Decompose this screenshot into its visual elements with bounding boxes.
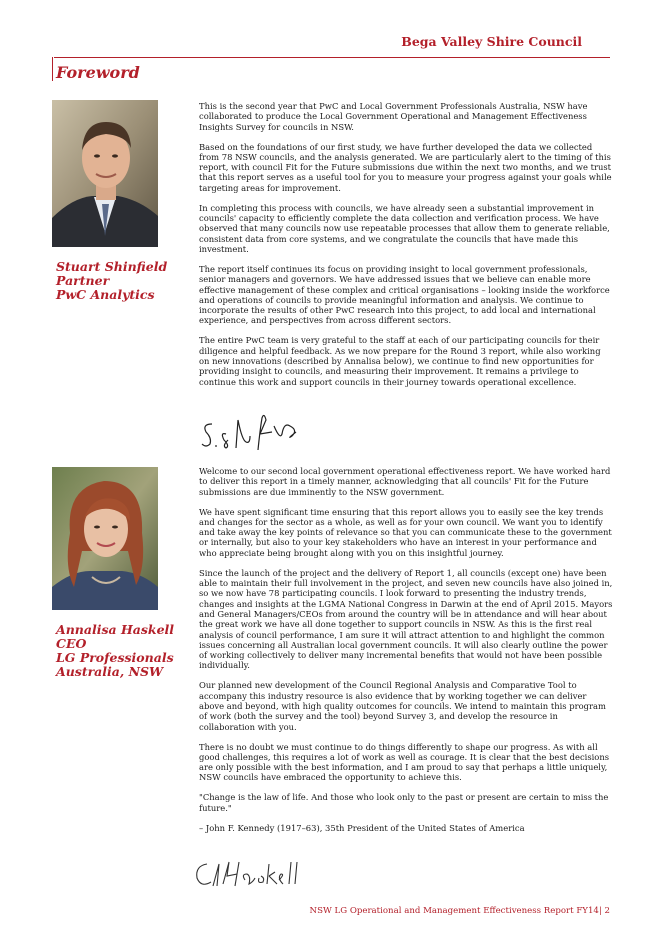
foreword-1-text — [199, 101, 613, 397]
paragraph: This is the second year that PwC and Local Government Professionals Australia, NSW have collaborated to produce the Local Government Operational and Management Effectiveness Insights Survey for councils in NSW. — [199, 101, 588, 132]
author-annalisa — [56, 623, 174, 679]
header-rule-vertical — [52, 57, 53, 81]
quote: "Change is the law of life. And those who look only to the past or present are certain to miss the future." — [199, 792, 609, 813]
author-stuart — [56, 260, 167, 302]
foreword-2-text — [199, 466, 613, 843]
paragraph: In completing this process with councils, we have already seen a substantial improvement in councils' capacity to efficiently complete the data collection and verification process. We have observed that many councils now use repeatable processes that allow them to generate reliable, consistent data from core systems, and we congratulate the councils that have made this investment. — [199, 202, 610, 254]
page-footer: NSW LG Operational and Management Effectiveness Report FY14| 2 — [309, 906, 610, 916]
author-role: CEO — [56, 636, 87, 651]
paragraph: Welcome to our second local government operational effectiveness report. We have worked hard to deliver this report in a timely manner, acknowledging that all councils' Fit for the Future submissions are due imminently to the NSW government. — [199, 466, 611, 497]
signature-stuart-shinfield — [200, 410, 310, 456]
paragraph: Based on the foundations of our first study, we have further developed the data we collected from 78 NSW councils, and the analysis generated. We are particularly alert to the timing of this report, with council Fit for the Future submissions due within the next two months, and we trust that this report serves as a useful tool for you to measure your progress against your goals while targeting areas for improvement. — [199, 141, 612, 193]
paragraph: Since the launch of the project and the delivery of Report 1, all councils (except one) have been able to maintain their full involvement in the project, and seven new councils have also joined in, so we now have 78 participating councils. I look forward to presenting the industry trends, changes and insights at the LGMA National Congress in Darwin at the end of April 2015. Mayors and General Managers/CEOs from around the country will be in attendance and will hear about the great work we have all done together to support councils in NSW. As this is the first real analysis of council performance, I am sure it will attract attention to and highlight the common issues concerning all Australian local government councils. It will also clearly outline the power of working collectively to deliver many incremental benefits that would not have been possible individually. — [199, 567, 613, 671]
author-org: LG Professionals — [56, 650, 174, 665]
author-name: Stuart Shinfield — [56, 259, 168, 274]
author-org-line-2: Australia, NSW — [56, 664, 164, 679]
author-org: PwC Analytics — [56, 287, 155, 302]
paragraph: Our planned new development of the Council Regional Analysis and Comparative Tool to accompany this industry resource is also evidence that by working together we can deliver above and beyond, with high quality outcomes for councils. We intend to maintain this program of work (both the survey and the tool) beyond Survey 3, and develop the resource in collaboration with you. — [199, 680, 606, 732]
organization-name: Bega Valley Shire Council — [401, 34, 582, 49]
portrait-annalisa-haskell — [52, 467, 158, 610]
section-title: Foreword — [56, 63, 140, 82]
portrait-stuart-shinfield — [52, 100, 158, 247]
author-name: Annalisa Haskell — [56, 622, 175, 637]
signature-annalisa-haskell — [193, 856, 305, 896]
header-rule — [54, 57, 610, 58]
paragraph: We have spent significant time ensuring that this report allows you to easily see the key trends and changes for the sector as a whole, as well as for your own council. We want you to identify and take away the key points of relevance so that you can communicate these to the government or internally, but also to your key stakeholders who have an interest in your performance and who appreciate being brought along with you on this insightful journey. — [199, 506, 612, 558]
paragraph: The entire PwC team is very grateful to the staff at each of our participating councils for their diligence and helpful feedback. As we now prepare for the Round 3 report, while also working on new innovations (described by Annalisa below), we continue to find new opportunities for providing insight to councils, and measuring their improvement. It remains a privilege to continue this work and support councils in their journey towards operational excellence. — [199, 335, 601, 387]
paragraph: The report itself continues its focus on providing insight to local government professionals, senior managers and governors. We have addressed issues that we believe can enable more effective management of these complex and critical organisations – looking inside the workforce and operations of councils to provide meaningful information and analysis. We continue to incorporate the results of other PwC research into this project, to add local and international experience, and perspectives from across different sectors. — [199, 263, 610, 326]
author-role: Partner — [56, 273, 110, 288]
quote-attribution: – John F. Kennedy (1917–63), 35th President of the United States of America — [199, 822, 525, 833]
paragraph: There is no doubt we must continue to do things differently to shape our progress. As with all good challenges, this requires a lot of work as well as courage. It is clear that the best decisions are only possible with the best information, and I am proud to say that perhaps a little uniquely, NSW councils have embraced the opportunity to achieve this. — [199, 741, 610, 783]
